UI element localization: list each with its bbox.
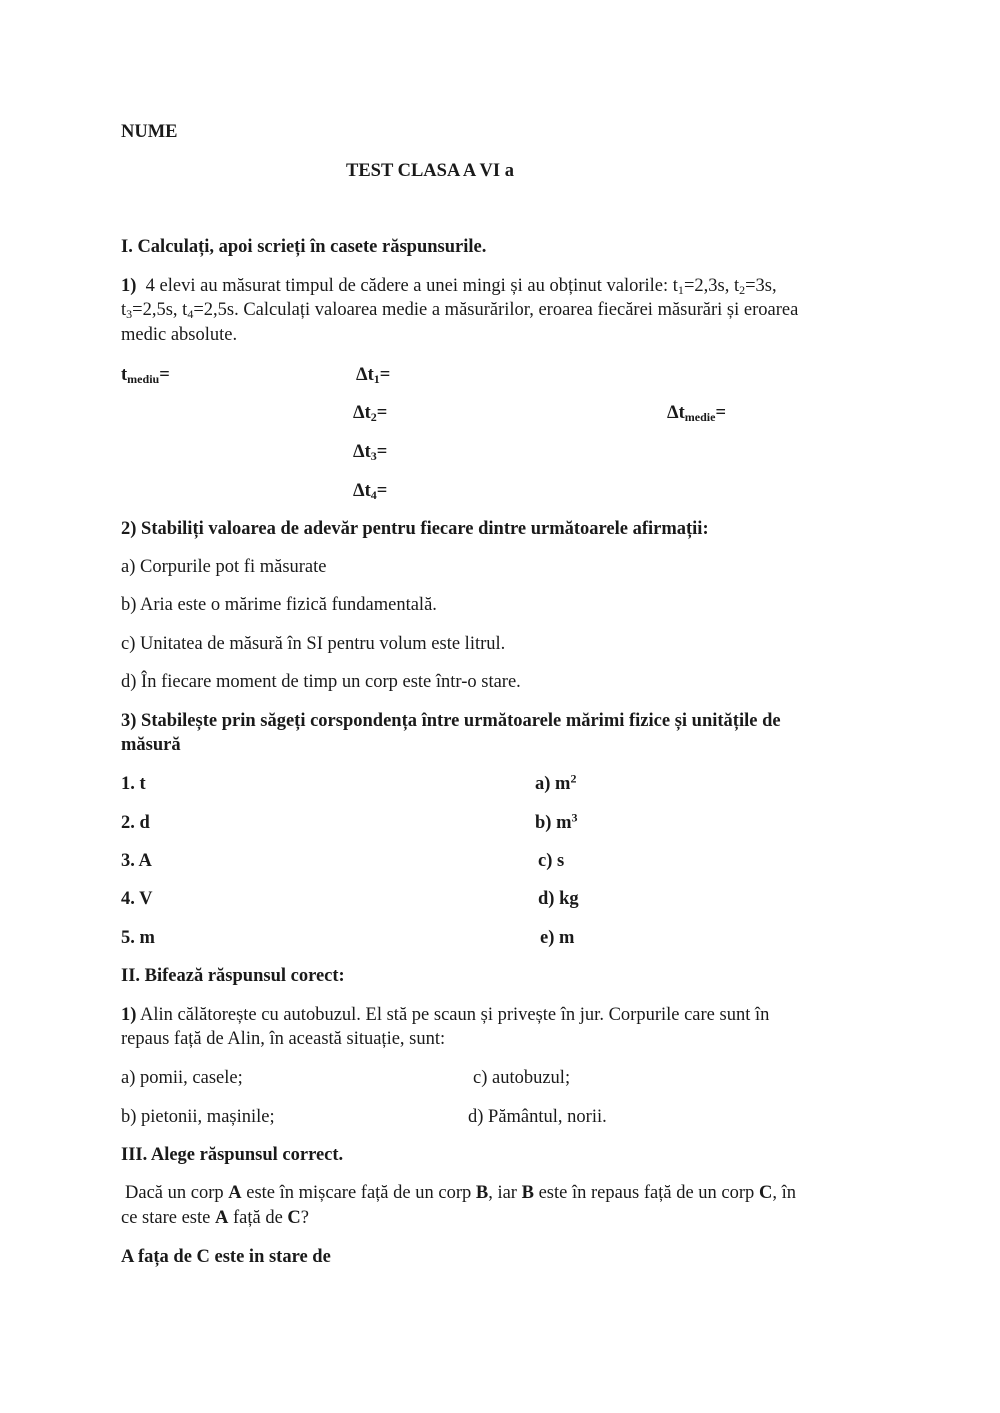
s2-option-a: a) pomii, casele; — [121, 1068, 243, 1088]
q3-right-item-b: b) $m^3$ — [535, 810, 578, 833]
q3-heading-line-1: 3) Stabilește prin săgeți corspondența între următoarele mărimi fizice și unitățile de — [121, 711, 781, 731]
t-mediu-label: $t_{mediu}=$ — [121, 365, 170, 386]
page-title: TEST CLASA A VI a — [346, 161, 514, 181]
q3-left-item-4: 4. V — [121, 889, 153, 909]
delta-t2-label: $\Delta t_2=$ — [353, 403, 388, 424]
s2-option-c: c) autobuzul; — [473, 1068, 571, 1088]
s2-q1-line-1: 1) Alin călătorește cu autobuzul. El stă pe scaun și privește în jur. Corpurile care sunt în — [121, 1005, 770, 1025]
s3-paragraph-line-1: Dacă un corp A este în mișcare față de un corp B, iar B este în repaus față de un corp C, în — [125, 1183, 796, 1203]
s3-paragraph-line-2: ce stare este A față de C? — [121, 1208, 310, 1228]
q3-heading-line-2: măsură — [121, 735, 181, 755]
q2-item-b: b) Aria este o mărime fizică fundamentală. — [121, 595, 437, 615]
delta-t3-label: $\Delta t_3=$ — [353, 442, 388, 463]
q3-right-item-a: a) $m^2$ — [535, 771, 577, 794]
q1-line-2: $t_3=2,5s$, $t_4=2,5s$. Calculați valoarea medie a măsurărilor, eroarea fiecărei măsurări și eroarea — [121, 300, 799, 321]
q2-item-c: c) Unitatea de măsură în SI pentru volum este litrul. — [121, 634, 506, 654]
section-1-heading: I. Calculați, apoi scrieți în casete răspunsurile. — [121, 237, 487, 257]
s2-option-d: d) Pământul, norii. — [468, 1107, 607, 1127]
delta-t-medie-label: $\Delta t_{medie}=$ — [667, 403, 727, 424]
q1-line-3: medic absolute. — [121, 325, 238, 345]
s2-option-b: b) pietonii, mașinile; — [121, 1107, 275, 1127]
s2-q1-line-2: repaus față de Alin, în această situație, sunt: — [121, 1029, 446, 1049]
q1-line-1: 1) 4 elevi au măsurat timpul de cădere a unei mingi și au obținut valorile: $t_1=2,3s$, $t_2=3s$, — [121, 276, 777, 297]
delta-t4-label: $\Delta t_4=$ — [353, 481, 388, 502]
q2-heading: 2) Stabiliți valoarea de adevăr pentru fiecare dintre următoarele afirmații: — [121, 519, 709, 539]
name-label: NUME — [121, 122, 178, 142]
q2-item-a: a) Corpurile pot fi măsurate — [121, 557, 327, 577]
q3-right-item-c: c) s — [538, 851, 565, 871]
section-3-heading: III. Alege răspunsul correct. — [121, 1145, 344, 1165]
q3-right-item-d: d) kg — [538, 889, 579, 909]
q3-right-item-e: e) m — [540, 928, 575, 948]
q2-item-d: d) În fiecare moment de timp un corp este într-o stare. — [121, 672, 521, 692]
q3-left-item-1: 1. t — [121, 774, 146, 794]
q3-left-item-2: 2. d — [121, 813, 150, 833]
section-2-heading: II. Bifează răspunsul corect: — [121, 966, 345, 986]
s3-answer-line: A fața de C este in stare de — [121, 1247, 331, 1267]
delta-t1-label: $\Delta t_1=$ — [356, 365, 391, 386]
q3-left-item-3: 3. A — [121, 851, 152, 871]
q3-left-item-5: 5. m — [121, 928, 155, 948]
